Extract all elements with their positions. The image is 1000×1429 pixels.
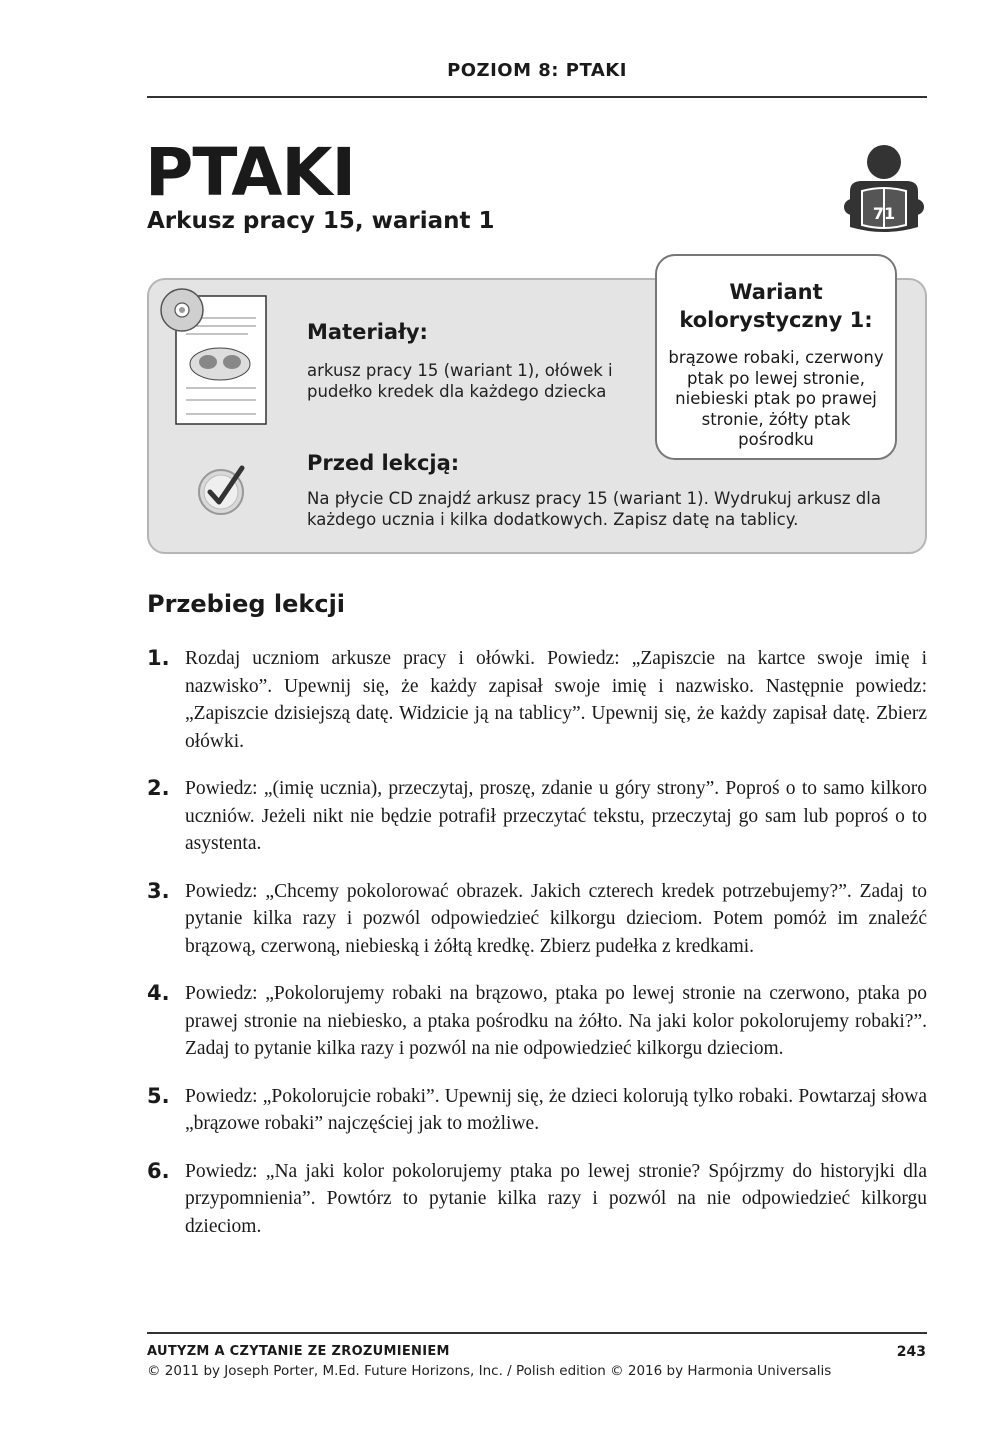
before-lesson-text: Na płycie CD znajdź arkusz pracy 15 (wariant 1). Wydrukuj arkusz dla każdego ucznia i kilka dodatkowych. Zapisz datę na tablicy. <box>307 489 881 529</box>
step-text: Rozdaj uczniom arkusze pracy i ołówki. Powiedz: „Zapiszcie na kartce swoje imię i nazwisko”. Upewnij się, że każdy zapisał swoje imię i nazwisko. Następnie powiedz: „Zapiszcie dzisiejszą datę. Widzicie ją na tablicy”. Upewnij się, że każdy zapisał datę. Zbierz ołówki. <box>185 648 927 752</box>
step-item <box>147 980 927 1063</box>
header-divider <box>147 96 927 98</box>
page-number: 243 <box>896 1344 926 1360</box>
step-text: Powiedz: „Na jaki kolor pokolorujemy ptaka po lewej stronie? Spójrzmy do historyjki dla przypomnienia”. Powtórz to pytanie kilka razy i pozwól na nie odpowiedzieć kilkorgu dzieciom. <box>185 1160 927 1237</box>
step-number: 4. <box>147 981 170 1005</box>
footer-book-title: AUTYZM A CZYTANIE ZE ZROZUMIENIEM <box>147 1344 450 1359</box>
lesson-number-badge <box>842 145 926 235</box>
step-number: 6. <box>147 1158 170 1183</box>
page-subtitle: Arkusz pracy 15, wariant 1 <box>147 208 495 234</box>
step-number: 2. <box>147 776 170 800</box>
checkmark-icon <box>196 462 252 518</box>
step-text: Powiedz: „Pokolorujcie robaki”. Upewnij się, że dzieci kolorują tylko robaki. Powtarzaj słowa „brązowe robaki” najczęściej jak to możliwe. <box>185 1085 927 1134</box>
variant-title: Wariant kolorystyczny 1: <box>679 280 873 332</box>
reader-person-icon <box>842 145 926 235</box>
lesson-steps <box>147 645 927 1260</box>
running-header: POZIOM 8: PTAKI <box>447 60 627 81</box>
materials-heading: Materiały: <box>307 320 428 344</box>
step-number: 3. <box>147 878 170 903</box>
step-text: Powiedz: „Chcemy pokolorować obrazek. Jakich czterech kredek potrzebujemy?”. Zadaj to pytanie kilka razy i pozwól odpowiedzieć kilkorgu dzieciom. Potem pomóż im znaleźć brązową, czerwoną, niebieską i żółtą kredkę. Zbierz pudełka z kredkami. <box>185 880 927 957</box>
page-title: PTAKI <box>145 134 356 211</box>
worksheet-cd-icon <box>158 288 270 428</box>
lesson-heading: Przebieg lekcji <box>147 590 346 618</box>
variant-text: brązowe robaki, czerwony ptak po lewej stronie, niebieski ptak po prawej stronie, żółty ptak pośrodku <box>668 348 884 449</box>
step-number: 1. <box>147 646 170 670</box>
step-item <box>147 1158 927 1241</box>
before-lesson-heading: Przed lekcją: <box>307 451 460 475</box>
step-number: 5. <box>147 1083 170 1108</box>
step-text: Powiedz: „(imię ucznia), przeczytaj, proszę, zdanie u góry strony”. Poproś o to samo kilkoro uczniów. Jeżeli nikt nie będzie potrafił przeczytać tekstu, przeczytaj go sam lub poproś o to asystenta. <box>185 778 927 854</box>
footer-divider <box>147 1332 927 1334</box>
color-variant-box <box>655 254 897 460</box>
step-item <box>147 1083 927 1138</box>
footer-copyright: © 2011 by Joseph Porter, M.Ed. Future Horizons, Inc. / Polish edition © 2016 by Harmonia Universalis <box>147 1363 832 1379</box>
materials-text: arkusz pracy 15 (wariant 1), ołówek i pudełko kredek dla każdego dziecka <box>307 361 613 401</box>
badge-number: 71 <box>872 204 896 223</box>
step-item <box>147 645 927 755</box>
step-item <box>147 775 927 858</box>
step-item <box>147 878 927 961</box>
step-text: Powiedz: „Pokolorujemy robaki na brązowo, ptaka po lewej stronie na czerwono, ptaka po prawej stronie na niebiesko, a ptaka pośrodku na żółto. Na jaki kolor pokolorujemy robaki?”. Zadaj to pytanie kilka razy i pozwól na nie odpowiedzieć kilkorgu dzieciom. <box>185 983 927 1059</box>
